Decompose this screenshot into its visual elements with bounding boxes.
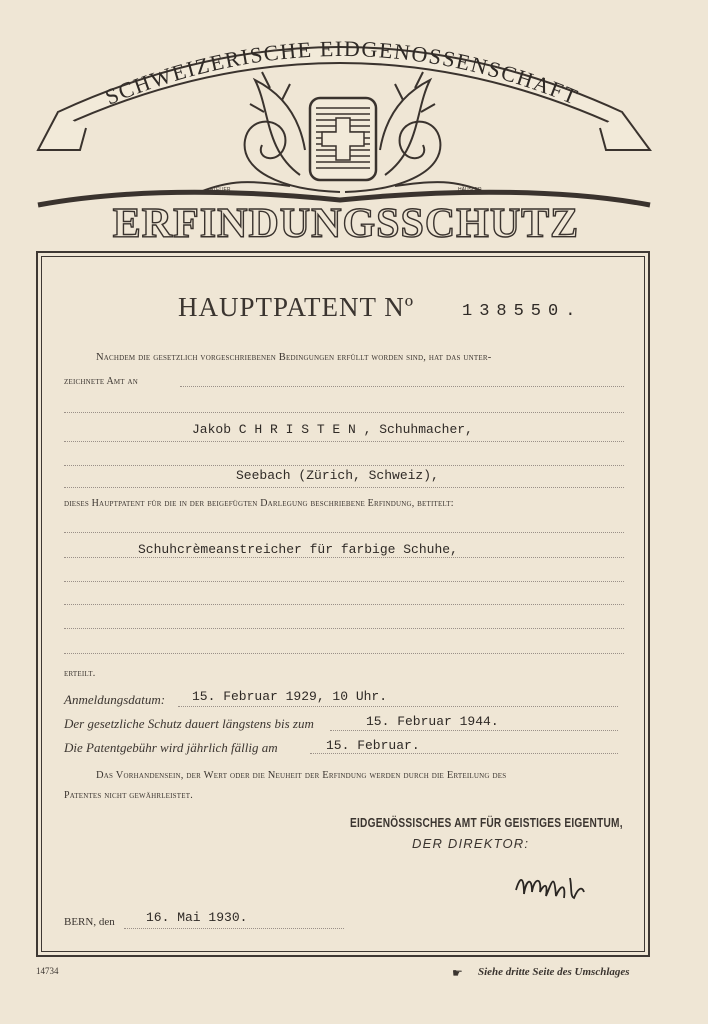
holder-address: Seebach (Zürich, Schweiz), bbox=[236, 468, 439, 483]
dotted-line bbox=[178, 706, 618, 707]
dotted-line bbox=[64, 628, 624, 629]
dotted-line bbox=[64, 487, 624, 488]
invention-title: Schuhcrèmeanstreicher für farbige Schuhe, bbox=[138, 542, 458, 557]
protection-label: Der gesetzliche Schutz dauert längstens bis zum bbox=[64, 716, 314, 731]
intro-line-1: Nachdem die gesetzlich vorgeschriebenen Bedingungen erfüllt worden sind, hat das unter- bbox=[96, 352, 492, 363]
dotted-line bbox=[64, 581, 624, 582]
ribbon-text: SCHWEIZERISCHE EIDGENOSSENSCHAFT bbox=[101, 35, 583, 110]
dotted-line bbox=[330, 730, 618, 731]
fee-label: Die Patentgebühr wird jährlich fällig am bbox=[64, 740, 278, 755]
dotted-line bbox=[310, 753, 618, 754]
banner-title: ERFINDUNGSSCHUTZ bbox=[112, 201, 580, 247]
intro-line-2: zeichnete Amt an bbox=[64, 376, 138, 387]
footer-note: Siehe dritte Seite des Umschlages bbox=[478, 966, 630, 978]
place-label: BERN, den bbox=[64, 916, 115, 928]
patent-holder: Jakob C H R I S T E N , Schuhmacher, bbox=[192, 422, 473, 437]
filing-date-label: Anmeldungsdatum: bbox=[64, 692, 166, 707]
erteilt-label: erteilt. bbox=[64, 668, 96, 679]
atelier-left-label: ATELIER bbox=[210, 187, 231, 193]
protection-value: 15. Februar 1944. bbox=[366, 714, 499, 729]
patent-number: 138550. bbox=[462, 302, 583, 321]
dotted-line bbox=[64, 604, 624, 605]
dotted-line bbox=[64, 557, 624, 558]
disclaimer-line-1: Das Vorhandensein, der Wert oder die Neuheit der Erfindung werden durch die Erteilung des bbox=[96, 770, 507, 781]
issue-date: 16. Mai 1930. bbox=[146, 910, 248, 925]
office-name: EIDGENÖSSISCHES AMT FÜR GEISTIGES EIGENTUM, bbox=[350, 815, 623, 830]
dotted-line bbox=[64, 441, 624, 442]
dotted-line bbox=[64, 653, 624, 654]
fee-value: 15. Februar. bbox=[326, 738, 420, 753]
dotted-line bbox=[64, 465, 624, 466]
grant-phrase: dieses Hauptpatent für die in der beigefügten Darlegung beschriebene Erfindung, betitelt: bbox=[64, 498, 454, 509]
dotted-line bbox=[64, 532, 624, 533]
director-label: DER DIREKTOR: bbox=[412, 836, 530, 851]
dotted-line bbox=[64, 412, 624, 413]
director-signature bbox=[512, 868, 592, 904]
pointing-hand-icon: ☛ bbox=[452, 966, 463, 980]
swiss-cross-shield-icon bbox=[310, 98, 376, 180]
disclaimer-line-2: Patentes nicht gewährleistet. bbox=[64, 790, 193, 801]
patent-title: HAUPTPATENT Nº bbox=[178, 292, 415, 322]
atelier-right-label: HÄUSLER bbox=[458, 187, 482, 193]
form-number: 14734 bbox=[36, 966, 59, 976]
dotted-line bbox=[124, 928, 344, 929]
filing-date-value: 15. Februar 1929, 10 Uhr. bbox=[192, 689, 388, 704]
dotted-line bbox=[180, 386, 624, 387]
